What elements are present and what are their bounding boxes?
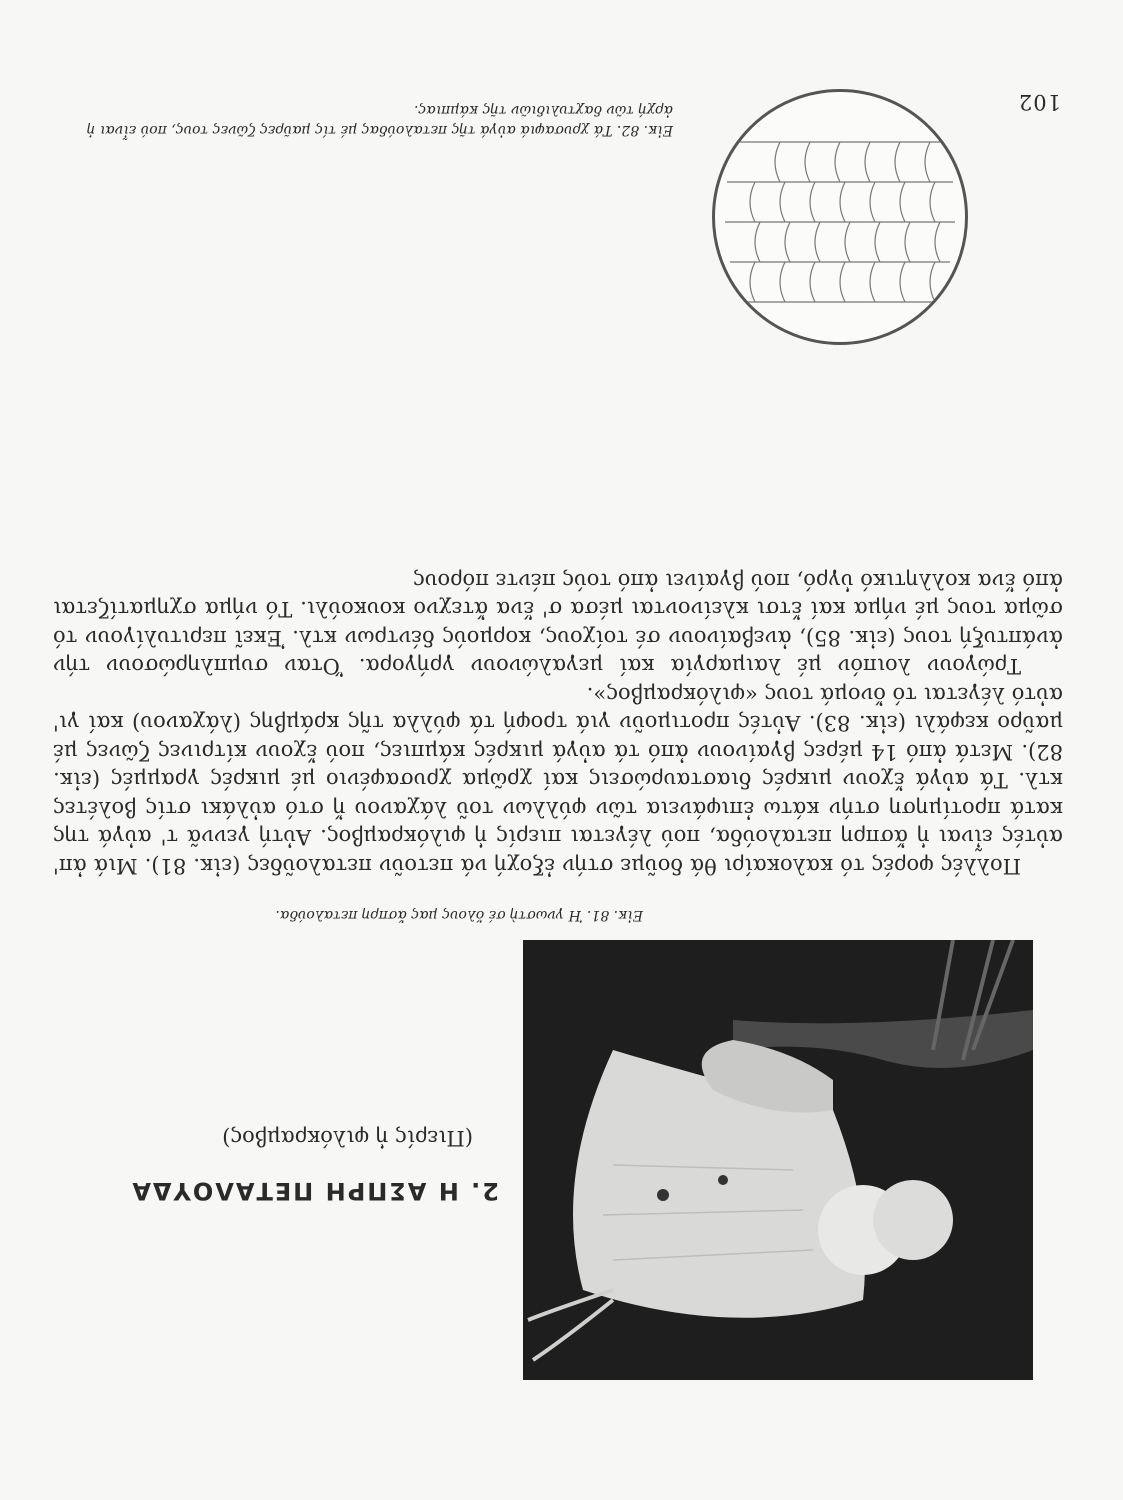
- page-number: 102: [1017, 90, 1061, 114]
- body-paragraph: Πολλές φορές τό καλοκαίρι θά δοῦμε στήν ἐξοχή νά πετοῦν πεταλοῦδες (εἰκ. 81). Μιά ἀπ' αὐτές εἶναι ἡ ἄσπρη πεταλούδα, πού λέγεται πιερίς ἡ φιλόκραμβος. Αὐτή γεννᾶ τ' αὐγά της κατά προτίμηση στήν κάτω ἐπιφάνεια τῶν φύλλων τοῦ λάχανου ἤ στό αὐλάκι στίς βολέτες κτλ. Τά αὐγά ἔχουν μικρές διασταυρώσεις καί χρῶμα χρυσαφένιο μέ μικρές γραμμές (εἰκ. 82). Μετά ἀπό 14 μέρες βγαίνουν ἀπό τά αὐγά μικρές κάμπιες, πού ἔχουν κίτρινες ζῶνες μέ μαῦρο κεφάλι (εἰκ. 83). Αὐτές προτιμοῦν γιά τροφή τά φύλλα τῆς κράμβης (λάχανου) καί γι' αὐτό λέγεται τό ὄνομά τους «φιλόκραμβος».: [53, 683, 1063, 878]
- butterfly-image: [523, 940, 1033, 1380]
- figure-81-caption: Εἰκ. 81. Ἡ γνωστὴ σέ ὅλους μας ἄσπρη πεταλούδα.: [275, 907, 643, 923]
- figure-82-caption: Εἰκ. 82. Τά χρυσαφιά αὐγά τῆς πεταλούδας μέ τίς μαῦρες ζῶνες τους, πού εἶναι ἡ ἀρχή τῶν δαχτυλιδιῶν τῆς κάμπιας.: [86, 102, 673, 138]
- section-subtitle: (Πιερίς ἡ φιλόκραμβος): [222, 1126, 473, 1150]
- body-text: [53, 567, 1063, 881]
- body-paragraph: Τρώγουν λοιπόν μέ λαιμαργία καί μεγαλώνουν γρήγορα. Ὅταν συμπληρώσουν τήν ἀνάπτυξή τους (εἰκ. 85), ἀνεβαίνουν σέ τοίχους, κορμούς δέντρων κτλ. Ἐκεῖ περιτυλίγουν τό σῶμα τους μέ νήμα καί ἔτσι κλείνονται μέσα σ' ἕνα ἄτεχνο κουκούλι. Τό νήμα σχηματίζεται ἀπό ἕνα κολλητικό ὑγρό, πού βγαίνει ἀπό τούς πέντε πόρους: [53, 569, 1063, 679]
- section-title: 2. Η ΑΣΠΡΗ ΠΕΤΑΛΟΥΔΑ: [130, 1177, 499, 1205]
- magnified-eggs-circle: [712, 89, 968, 345]
- eggs-illustration: [715, 92, 965, 342]
- butterfly-photo: [523, 940, 1033, 1380]
